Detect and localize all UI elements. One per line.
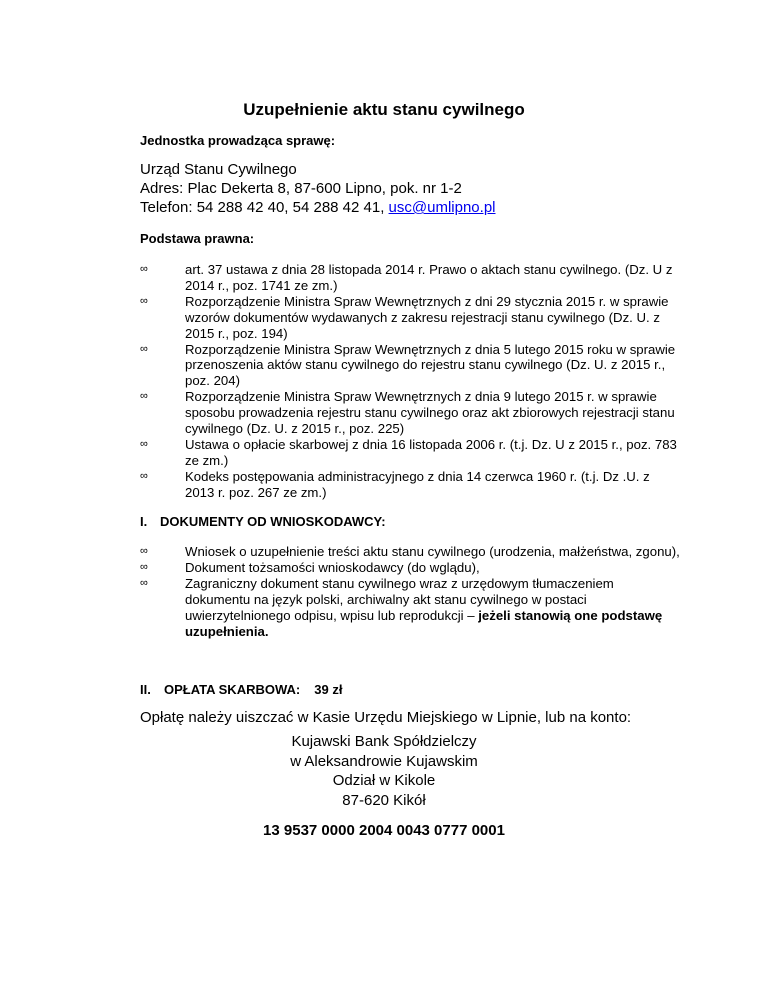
legal-basis-list <box>140 262 680 501</box>
section-documents-heading <box>140 514 386 529</box>
bank-line: Kujawski Bank Spółdzielczy <box>291 733 477 750</box>
list-item: ∞ Zagraniczny dokument stanu cywilnego wraz z urzędowym tłumaczeniem dokumentu na język polski, archiwalny akt stanu cywilnego w postaci uwierzytelnionego odpisu, wpisu lub reprodukcji – jeżeli stanowią one podstawę uzupełnienia. <box>140 575 663 639</box>
office-phone-line <box>140 198 496 217</box>
section-number: II. <box>140 682 151 697</box>
infinity-bullet-icon: ∞ <box>140 545 148 557</box>
legal-label: Podstawa prawna: <box>140 231 255 246</box>
infinity-bullet-icon: ∞ <box>140 263 148 275</box>
office-phone: Telefon: 54 288 42 40, 54 288 42 41, <box>140 199 385 216</box>
fee-heading: OPŁATA SKARBOWA: <box>164 682 301 697</box>
list-item: ∞ Kodeks postępowania administracyjnego z dnia 14 czerwca 1960 r. (t.j. Dz .U. z 2013 r. poz. 267 ze zm.) <box>140 468 650 500</box>
office-name: Urząd Stanu Cywilnego <box>140 161 297 178</box>
page-title: Uzupełnienie aktu stanu cywilnego <box>243 100 525 119</box>
section-title: DOKUMENTY OD WNIOSKODAWCY: <box>160 514 386 529</box>
office-info <box>140 160 496 217</box>
bank-line: Odział w Kikole <box>332 772 436 789</box>
infinity-bullet-icon: ∞ <box>140 437 148 450</box>
list-item: ∞ Wniosek o uzupełnienie treści aktu stanu cywilnego (urodzenia, małżeństwa, zgonu), <box>140 544 680 559</box>
infinity-bullet-icon: ∞ <box>140 560 148 573</box>
list-item: ∞ Rozporządzenie Ministra Spraw Wewnętrznych z dnia 5 lutego 2015 roku w sprawie przenoszenia aktów stanu cywilnego do rejestru stanu cywilnego (Dz. U. z 2015 r., poz. 204) <box>140 341 676 389</box>
bank-line: 87-620 Kikół <box>342 791 426 809</box>
office-email-link[interactable]: usc@umlipno.pl <box>388 199 496 216</box>
unit-label: Jednostka prowadząca sprawę: <box>140 133 336 148</box>
infinity-bullet-icon: ∞ <box>140 342 148 355</box>
list-item: ∞ Ustawa o opłacie skarbowej z dnia 16 listopada 2006 r. (t.j. Dz. U z 2015 r., poz. 783 ze zm.) <box>140 436 677 468</box>
list-item: ∞ Dokument tożsamości wnioskodawcy (do wglądu), <box>140 559 480 575</box>
infinity-bullet-icon: ∞ <box>140 469 148 482</box>
infinity-bullet-icon: ∞ <box>140 390 148 403</box>
office-address: Adres: Plac Dekerta 8, 87-600 Lipno, pok. nr 1-2 <box>140 180 462 197</box>
list-item: ∞ Rozporządzenie Ministra Spraw Wewnętrznych z dnia 9 lutego 2015 r. w sprawie sposobu prowadzenia rejestru stanu cywilnego oraz akt zbiorowych rejestracji stanu cywilnego (Dz. U. z 2015 r., poz. 225) <box>140 389 675 437</box>
account-number: 13 9537 0000 2004 0043 0777 0001 <box>263 822 505 839</box>
bank-line: w Aleksandrowie Kujawskim <box>290 752 478 770</box>
infinity-bullet-icon: ∞ <box>140 576 148 589</box>
list-item: ∞ art. 37 ustawa z dnia 28 listopada 2014 r. Prawo o aktach stanu cywilnego. (Dz. U z 2014 r., poz. 1741 ze zm.) <box>140 262 673 293</box>
list-item: ∞ Rozporządzenie Ministra Spraw Wewnętrznych z dni 29 stycznia 2015 r. w sprawie wzorów dokumentów wydawanych z zakresu rejestracji stanu cywilnego (Dz. U. z 2015 r., poz. 194) <box>140 293 669 341</box>
fee-amount: 39 zł <box>314 682 343 697</box>
infinity-bullet-icon: ∞ <box>140 294 148 307</box>
payment-note: Opłatę należy uiszczać w Kasie Urzędu Miejskiego w Lipnie, lub na konto: <box>140 709 632 726</box>
bank-details <box>0 732 768 810</box>
emphasis-text: jeżeli stanowią one podstawę uzupełnienia. <box>185 607 663 639</box>
fee-line <box>140 682 342 697</box>
documents-list <box>140 544 680 639</box>
section-number: I. <box>140 514 148 529</box>
